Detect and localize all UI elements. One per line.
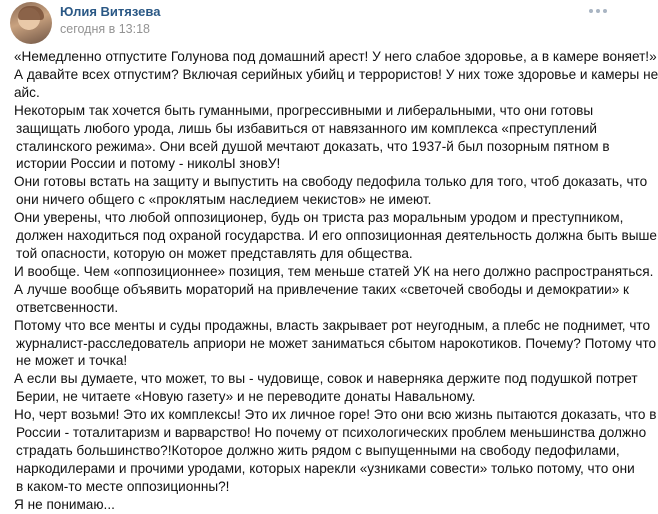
avatar[interactable] (10, 2, 52, 44)
author-name[interactable]: Юлия Витязева (60, 4, 161, 19)
post-text-line: А если вы думаете, что может, то вы - чудовище, совок и наверняка держите под подушкой потрет (14, 371, 638, 387)
post-text-line: должен находиться под охраной государства. И его оппозиционная деятельность должна быть выше (16, 228, 657, 244)
post-text-line: России - тоталитаризм и варварство! Но почему от психологических проблем меньшинства должно (16, 425, 647, 441)
post-text-line: Некоторым так хочется быть гуманными, прогрессивными и либеральными, что они готовы (14, 102, 594, 118)
dot (603, 9, 607, 13)
post-text-line: А давайте всех отпустим? Включая серийных убийц и террористов! У них тоже здоровье и камеры не (14, 66, 658, 82)
post-text-line: они ничего общего с «проклятым наследием чекистов» не имеют. (16, 192, 432, 208)
post-text-line: А лучше вообще объявить мораторий на привлечение таких «светочей свободы и демократии» к (14, 281, 629, 297)
post-text-line: айс. (14, 84, 40, 100)
post-text-line: в каком-то месте оппозиционны?! (16, 478, 230, 494)
dot (596, 9, 600, 13)
post-text-line: защищать любого урода, лишь бы избавиться от навязанного им комплекса «преступлений (16, 120, 597, 136)
post-text-line: Потому что все менты и суды продажны, власть закрывает рот неугодным, а плебс не поднимет, что (14, 317, 651, 333)
post-text-line: «Немедленно отпустите Голунова под домашний арест! У него слабое здоровье, а в камере воняет!» (14, 49, 657, 64)
post-time[interactable]: сегодня в 13:18 (60, 22, 150, 36)
post-text-line: Я не понимаю... (14, 496, 115, 512)
post-text-line: сталинского режима». Они всей душой мечтают доказать, что 1937-й был позорным пятном в (16, 138, 610, 154)
post-text-line: Они уверены, что любой оппозиционер, будь он триста раз моральным уродом и преступником, (14, 210, 624, 226)
post-text-line: Берии, не читаете «Новую газету» и не переводите донаты Навальному. (16, 389, 476, 405)
post-text-line: ответсвенности. (16, 299, 119, 315)
post-text-line: И вообще. Чем «оппозиционнее» позиция, тем меньше статей УК на него должно распространяться. (14, 263, 654, 279)
post-text-line: наркодилерами и прочими уродами, которых нарекли «узниками совести» только потому, что они (16, 460, 635, 476)
post-text-line: не может и точка! (16, 353, 128, 369)
post-text-line: той опасности, которую он может представлять для общества. (16, 245, 413, 261)
post-text-line: журналист-расследователь априори не может заниматься сбытом нарокотиков. Почему? Потому что (16, 335, 657, 351)
post-text-line: истории России и потому - николЫ зновУ! (16, 156, 281, 172)
post-text-line: Но, черт возьми! Это их комплексы! Это их личное горе! Это они всю жизнь пытаются доказать, что в (14, 407, 657, 423)
post-text (14, 48, 658, 514)
post-text-line: Они готовы встать на защиту и выпустить на свободу педофила только для того, чтоб доказать, что (14, 174, 648, 190)
more-options-icon[interactable] (586, 4, 610, 18)
post-text-line: страдать большинство?!Которое должно жить рядом с выпущенными на свободу педофилами, (16, 442, 620, 458)
dot (589, 9, 593, 13)
